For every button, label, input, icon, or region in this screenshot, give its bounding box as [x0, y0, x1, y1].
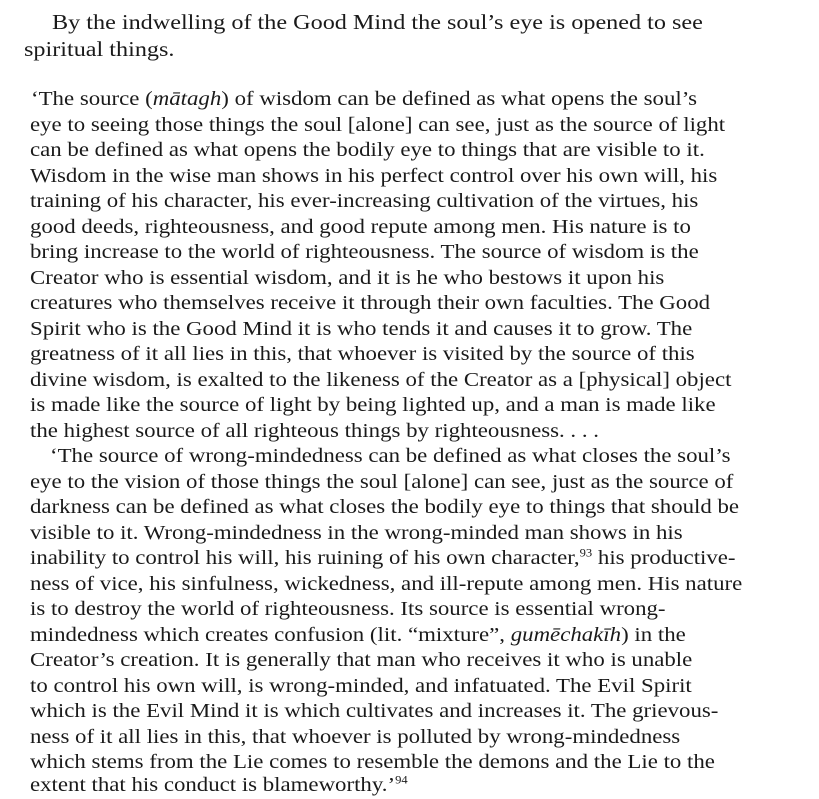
intro-line: spiritual things. [24, 37, 175, 61]
transliteration: mātagh [152, 88, 222, 110]
passage-line: Creator who is essential wisdom, and it is he who bestows it upon his [30, 267, 665, 289]
passage-text: his productive- [592, 547, 736, 569]
passage-line: creatures who themselves receive it through their own faculties. The Good [30, 292, 711, 314]
passage-line [30, 546, 736, 571]
transliteration: gumēchakīh [510, 624, 622, 646]
passage-line: which is the Evil Mind it is which cultivates and increases it. The grievous- [30, 700, 719, 722]
passage-line [30, 773, 408, 798]
passage-line: to control his own will, is wrong-minded, and infatuated. The Evil Spirit [30, 675, 692, 697]
passage-line: eye to seeing those things the soul [alone] can see, just as the source of light [30, 114, 726, 136]
passage-line: Wisdom in the wise man shows in his perfect control over his own will, his [30, 165, 718, 187]
footnote-marker: 93 [579, 547, 593, 560]
passage-line: darkness can be defined as what closes the bodily eye to things that should be [30, 496, 740, 518]
passage-text: inability to control his will, his ruining of his own character, [30, 547, 580, 569]
passage-line: ness of it all lies in this, that whoever is polluted by wrong-mindedness [30, 726, 681, 748]
passage-line: greatness of it all lies in this, that whoever is visited by the source of this [30, 343, 695, 365]
passage-text-b: ) of wisdom can be defined as what opens the soul’s [221, 88, 697, 110]
passage-text: mindedness which creates confusion (lit. “mixture”, [30, 624, 511, 646]
passage-text: extent that his conduct is blameworthy.’ [30, 774, 396, 796]
passage-text-a: ‘The source ( [31, 88, 153, 110]
passage-line: training of his character, his ever-increasing cultivation of the virtues, his [30, 190, 699, 212]
passage-line [31, 87, 697, 112]
passage-line: ‘The source of wrong-mindedness can be defined as what closes the soul’s [50, 445, 731, 467]
passage-line: good deeds, righteousness, and good repute among men. His nature is to [30, 216, 691, 238]
passage-line: which stems from the Lie comes to resemble the demons and the Lie to the [30, 751, 715, 773]
passage-line: bring increase to the world of righteousness. The source of wisdom is the [30, 241, 699, 263]
passage-line: visible to it. Wrong-mindedness in the wrong-minded man shows in his [30, 522, 683, 544]
passage-line: Spirit who is the Good Mind it is who tends it and causes it to grow. The [30, 318, 693, 340]
passage-line: ness of vice, his sinfulness, wickedness, and ill-repute among men. His nature [30, 573, 743, 595]
passage-line: Creator’s creation. It is generally that man who receives it who is unable [30, 649, 693, 671]
passage-line [30, 623, 686, 648]
passage-line: eye to the vision of those things the soul [alone] can see, just as the source of [30, 471, 734, 493]
passage-line: is made like the source of light by being lighted up, and a man is made like [30, 394, 716, 416]
passage-line: the highest source of all righteous things by righteousness. . . . [30, 420, 599, 442]
intro-line: By the indwelling of the Good Mind the soul’s eye is opened to see [52, 10, 703, 34]
passage-line: is to destroy the world of righteousness. Its source is essential wrong- [30, 598, 666, 620]
passage-line: divine wisdom, is exalted to the likeness of the Creator as a [physical] object [30, 369, 732, 391]
passage-text: ) in the [621, 624, 686, 646]
passage-line: can be defined as what opens the bodily eye to things that are visible to it. [30, 139, 705, 161]
footnote-marker: 94 [395, 774, 408, 787]
